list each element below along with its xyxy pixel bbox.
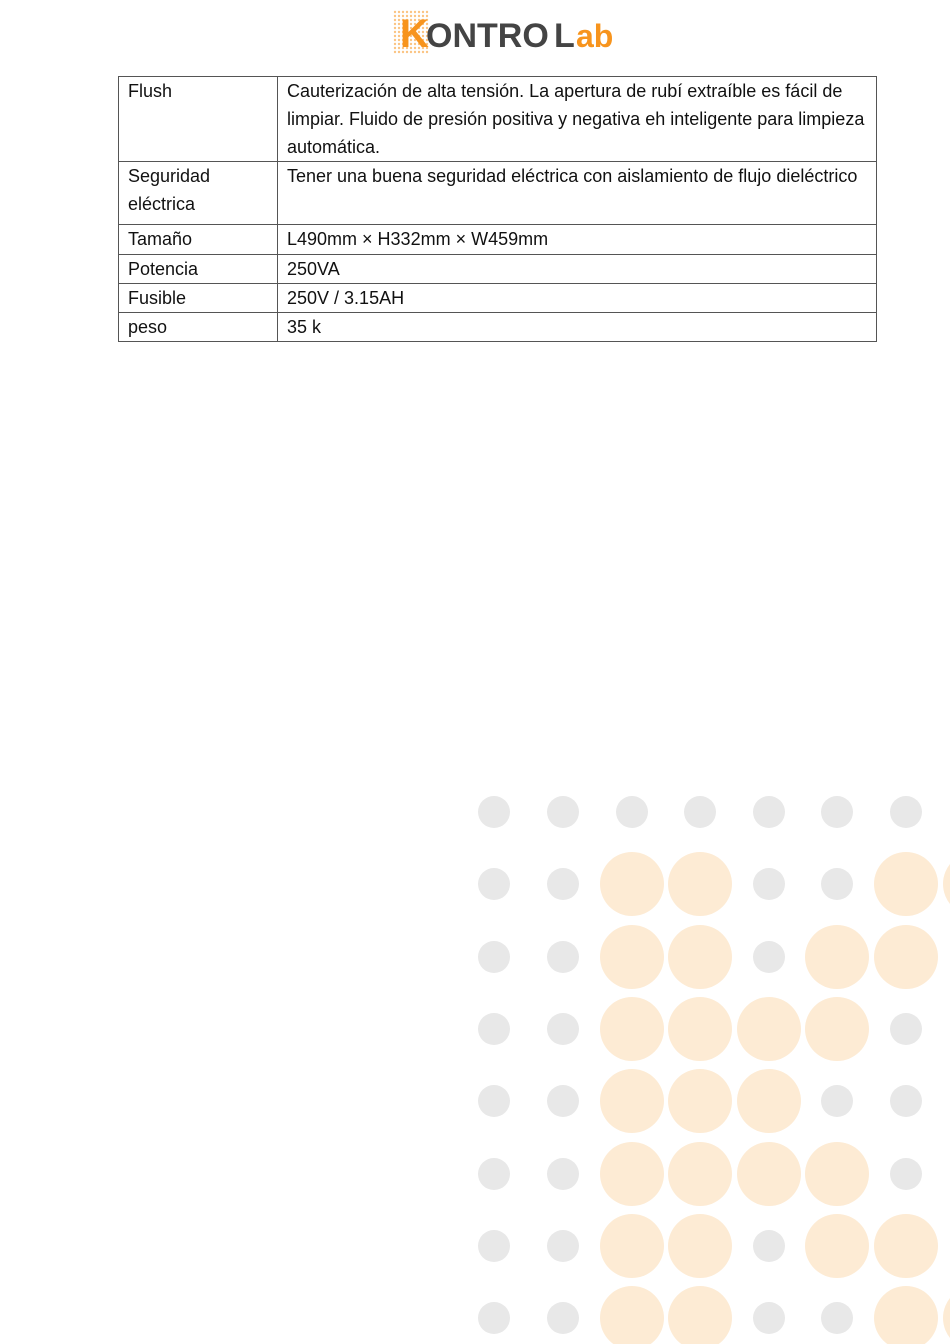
logo-dot <box>394 43 396 45</box>
row-label: Fusible <box>119 284 278 313</box>
large-orange-dot <box>668 1142 732 1206</box>
large-orange-dot <box>668 1286 732 1344</box>
small-gray-dot <box>753 1230 785 1262</box>
large-orange-dot <box>737 997 801 1061</box>
row-value: 250VA <box>278 255 877 284</box>
small-gray-dot <box>547 1085 579 1117</box>
small-gray-dot <box>753 868 785 900</box>
small-gray-dot <box>547 868 579 900</box>
table-row <box>119 225 877 255</box>
row-label: peso <box>119 313 278 342</box>
logo-text-ab: ab <box>576 18 614 54</box>
small-gray-dot <box>478 1302 510 1334</box>
small-gray-dot <box>478 1013 510 1045</box>
small-gray-dot <box>547 796 579 828</box>
large-orange-dot <box>668 852 732 916</box>
logo-dot <box>394 11 396 13</box>
small-gray-dot <box>616 796 648 828</box>
small-gray-dot <box>890 1013 922 1045</box>
small-gray-dot <box>753 1302 785 1334</box>
row-label: Potencia <box>119 255 278 284</box>
kontrolab-logo <box>392 9 642 57</box>
large-orange-dot <box>805 1142 869 1206</box>
large-orange-dot <box>943 1286 950 1344</box>
small-gray-dot <box>753 941 785 973</box>
large-orange-dot <box>668 1214 732 1278</box>
large-orange-dot <box>737 1142 801 1206</box>
logo-text-ontro: ONTRO <box>426 17 549 55</box>
logo-dot <box>394 15 396 17</box>
large-orange-dot <box>668 1069 732 1133</box>
large-orange-dot <box>600 925 664 989</box>
small-gray-dot <box>478 1085 510 1117</box>
large-orange-dot <box>805 925 869 989</box>
small-gray-dot <box>478 868 510 900</box>
logo-dot <box>394 19 396 21</box>
small-gray-dot <box>821 1302 853 1334</box>
logo-letter-k: K <box>400 12 429 56</box>
large-orange-dot <box>943 852 950 916</box>
large-orange-dot <box>874 1286 938 1344</box>
small-gray-dot <box>478 941 510 973</box>
logo-dot <box>394 35 396 37</box>
small-gray-dot <box>753 796 785 828</box>
small-gray-dot <box>478 1230 510 1262</box>
large-orange-dot <box>600 997 664 1061</box>
row-value: 250V / 3.15AH <box>278 284 877 313</box>
large-orange-dot <box>600 852 664 916</box>
table-row <box>119 77 877 162</box>
small-gray-dot <box>821 796 853 828</box>
logo-dot <box>394 27 396 29</box>
spec-table <box>118 76 877 342</box>
large-orange-dot <box>737 1069 801 1133</box>
table-row <box>119 162 877 225</box>
large-orange-dot <box>805 1214 869 1278</box>
logo-dot <box>394 47 396 49</box>
small-gray-dot <box>547 1158 579 1190</box>
large-orange-dot <box>874 1214 938 1278</box>
row-value: Tener una buena seguridad eléctrica con aislamiento de flujo dieléctrico <box>278 162 877 225</box>
large-orange-dot <box>600 1142 664 1206</box>
row-label: Flush <box>119 77 278 162</box>
logo-dot <box>394 51 396 53</box>
large-orange-dot <box>600 1286 664 1344</box>
large-orange-dot <box>600 1069 664 1133</box>
small-gray-dot <box>821 1085 853 1117</box>
large-orange-dot <box>874 925 938 989</box>
large-orange-dot <box>668 997 732 1061</box>
small-gray-dot <box>684 796 716 828</box>
small-gray-dot <box>821 868 853 900</box>
small-gray-dot <box>478 1158 510 1190</box>
logo-dot <box>394 23 396 25</box>
row-label: Seguridad eléctrica <box>119 162 278 225</box>
table-row <box>119 284 877 313</box>
small-gray-dot <box>890 1158 922 1190</box>
large-orange-dot <box>874 852 938 916</box>
row-value: L490mm × H332mm × W459mm <box>278 225 877 255</box>
small-gray-dot <box>890 796 922 828</box>
large-orange-dot <box>668 925 732 989</box>
small-gray-dot <box>890 1085 922 1117</box>
large-orange-dot <box>600 1214 664 1278</box>
small-gray-dot <box>547 1230 579 1262</box>
logo-dot <box>394 31 396 33</box>
small-gray-dot <box>547 1302 579 1334</box>
row-value: 35 k <box>278 313 877 342</box>
table-row <box>119 255 877 284</box>
small-gray-dot <box>478 796 510 828</box>
logo-dot <box>394 39 396 41</box>
small-gray-dot <box>547 1013 579 1045</box>
large-orange-dot <box>805 997 869 1061</box>
small-gray-dot <box>547 941 579 973</box>
logo-letter-l: L <box>554 17 575 55</box>
row-value: Cauterización de alta tensión. La apertura de rubí extraíble es fácil de limpiar. Fluido de presión positiva y negativa eh inteligente para limpieza automática. <box>278 77 877 162</box>
row-label: Tamaño <box>119 225 278 255</box>
table-row <box>119 313 877 342</box>
